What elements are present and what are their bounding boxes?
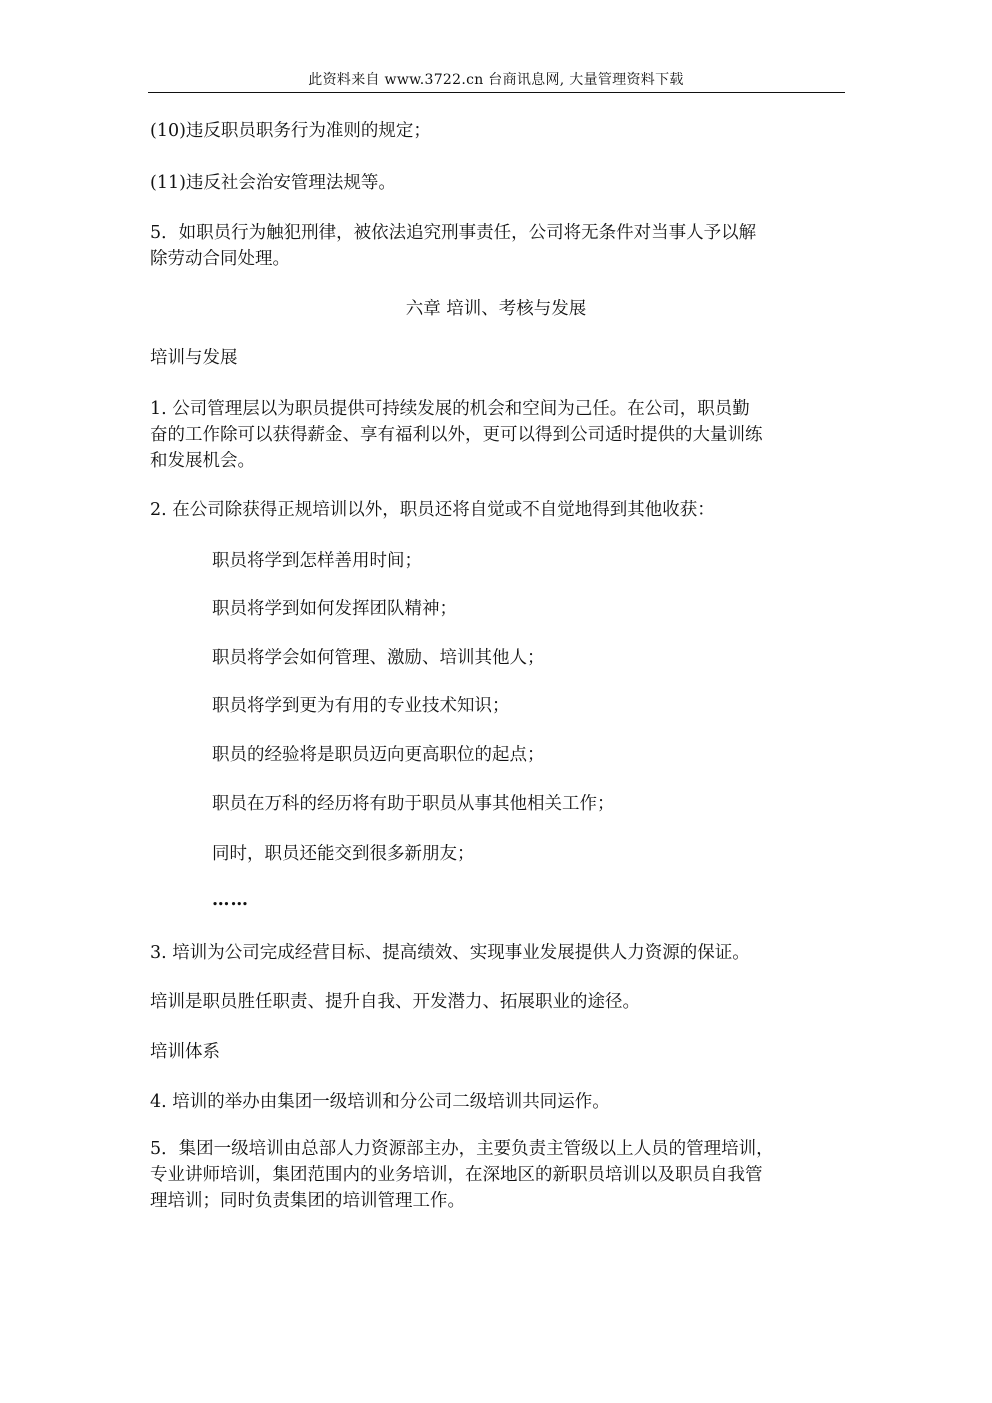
section-heading-training-system: 培训体系 <box>150 1042 220 1062</box>
gain-item: 职员在万科的经历将有助于职员从事其他相关工作； <box>212 794 615 814</box>
gain-item: 职员的经验将是职员迈向更高职位的起点； <box>212 745 545 765</box>
header-rule <box>148 92 845 93</box>
gain-item: 职员将学到怎样善用时间； <box>212 551 422 571</box>
chapter-title: 六章 培训、考核与发展 <box>405 299 587 319</box>
paragraph-5-line-1: 5．集团一级培训由总部人力资源部主办，主要负责主管级以上人员的管理培训， <box>150 1139 774 1159</box>
paragraph-3b: 培训是职员胜任职责、提升自我、开发潜力、拓展职业的途径。 <box>150 992 640 1012</box>
rule-item-5-line-2: 除劳动合同处理。 <box>150 249 290 269</box>
paragraph-4: 4. 培训的举办由集团一级培训和分公司二级培训共同运作。 <box>150 1092 610 1112</box>
paragraph-3: 3. 培训为公司完成经营目标、提高绩效、实现事业发展提供人力资源的保证。 <box>150 943 750 963</box>
rule-item-10: (10)违反职员职务行为准则的规定； <box>150 121 431 141</box>
gain-item: 职员将学会如何管理、激励、培训其他人； <box>212 648 545 668</box>
paragraph-1-line-1: 1. 公司管理层以为职员提供可持续发展的机会和空间为己任。在公司，职员勤 <box>150 399 750 419</box>
rule-item-11: (11)违反社会治安管理法规等。 <box>150 173 396 193</box>
gain-item: 同时，职员还能交到很多新朋友； <box>212 844 475 864</box>
gain-item: 职员将学到如何发挥团队精神； <box>212 599 457 619</box>
rule-item-5-line-1: 5．如职员行为触犯刑律，被依法追究刑事责任，公司将无条件对当事人予以解 <box>150 223 757 243</box>
gain-item: 职员将学到更为有用的专业技术知识； <box>212 696 510 716</box>
gain-item-ellipsis: …… <box>212 890 249 910</box>
paragraph-1-line-3: 和发展机会。 <box>150 451 255 471</box>
paragraph-1-line-2: 奋的工作除可以获得薪金、享有福利以外，更可以得到公司适时提供的大量训练 <box>150 425 763 445</box>
paragraph-5-line-3: 理培训；同时负责集团的培训管理工作。 <box>150 1191 465 1211</box>
paragraph-2: 2. 在公司除获得正规培训以外，职员还将自觉或不自觉地得到其他收获： <box>150 500 715 520</box>
page-header: 此资料来自 www.3722.cn 台商讯息网, 大量管理资料下载 <box>308 72 684 88</box>
paragraph-5-line-2: 专业讲师培训，集团范围内的业务培训，在深地区的新职员培训以及职员自我管 <box>150 1165 763 1185</box>
section-heading-training-development: 培训与发展 <box>150 348 238 368</box>
